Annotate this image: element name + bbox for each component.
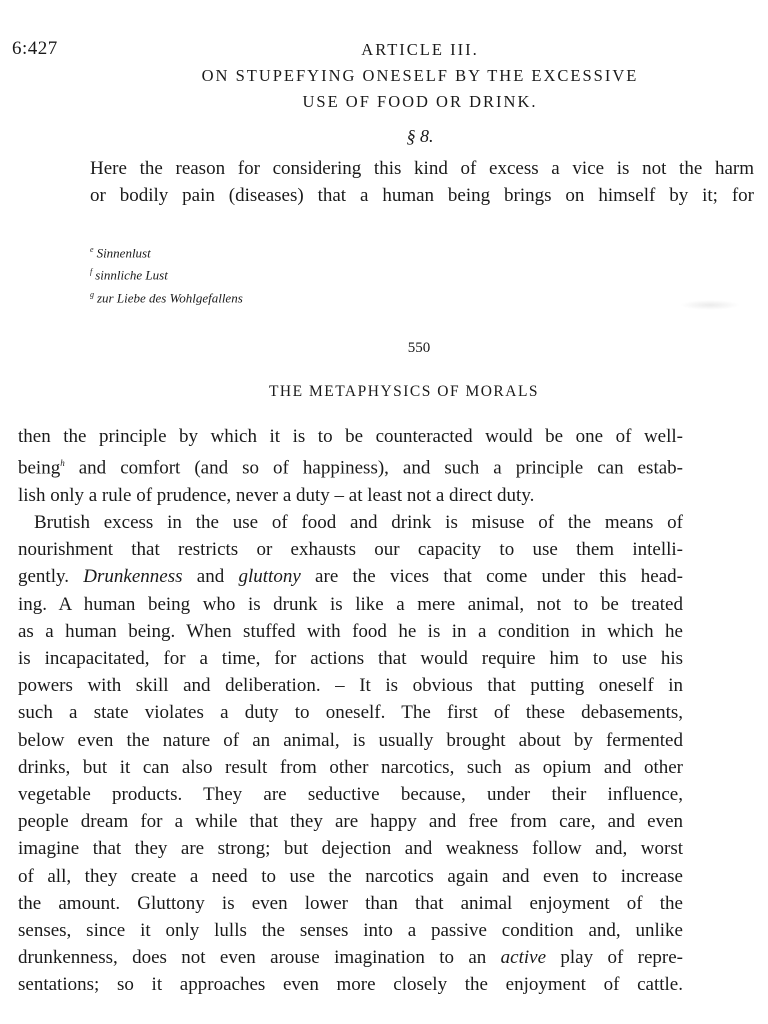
text-line: imagine that they are strong; but dejection and weakness follow and, worst (18, 838, 683, 860)
text-line: senses, since it only lulls the senses into a passive condition and, unlike (18, 919, 683, 941)
text-line: powers with skill and deliberation. – It is obvious that putting oneself in (18, 675, 683, 697)
text-line: of all, they create a need to use the narcotics again and even to increase (18, 865, 683, 887)
opening-paragraph (90, 155, 754, 209)
text-line: Brutish excess in the use of food and drink is misuse of the means of (34, 511, 683, 533)
footnote-text: zur Liebe des Wohlgefallens (97, 289, 243, 305)
text-line: sentations; so it approaches even more closely the enjoyment of cattle. (18, 974, 683, 996)
article-title-line-2: USE OF FOOD OR DRINK. (302, 92, 538, 111)
text-line: drinks, but it can also result from other narcotics, such as opium and other (18, 756, 683, 778)
footnote (90, 262, 243, 284)
text-line: as a human being. When stuffed with food he is in a condition in which he (18, 620, 683, 642)
footnote-marker: h (60, 458, 65, 469)
footnote-marker: f (90, 267, 93, 277)
footnote (90, 240, 243, 262)
text-line: Here the reason for considering this kind of excess a vice is not the harm (90, 158, 754, 179)
text-span: play of repre- (546, 947, 684, 969)
text-line: nourishment that restricts or exhausts our capacity to use them intelli- (18, 539, 683, 561)
footnotes (90, 240, 243, 307)
footnote (90, 285, 243, 307)
text-line (18, 450, 683, 482)
emphasis: active (500, 947, 547, 969)
text-span: are the vices that come under this head- (300, 566, 683, 588)
text-line: lish only a rule of prudence, never a duty – at least not a direct duty. (18, 484, 535, 506)
text-line (18, 944, 683, 971)
running-head: THE METAPHYSICS OF MORALS (268, 383, 540, 400)
article-title-line-1: ON STUPEFYING ONESELF BY THE EXCESSIVE (201, 66, 639, 85)
page-number: 550 (407, 340, 431, 356)
text-line: then the principle by which it is to be counteracted would be one of well- (18, 426, 683, 447)
text-line: people dream for a while that they are happy and free from care, and even (18, 811, 683, 833)
footnote-marker: g (90, 289, 94, 299)
body-text (18, 423, 683, 999)
text-span: drunkenness, does not even arouse imagination to an (18, 947, 501, 969)
text-line: is incapacitated, for a time, for actions that would require him to use his (18, 647, 683, 669)
text-line: vegetable products. They are seductive because, under their influence, (18, 783, 683, 805)
text-line: ing. A human being who is drunk is like a mere animal, not to be treated (18, 593, 683, 615)
section-mark: § 8. (406, 126, 434, 146)
footnote-marker: e (90, 245, 94, 254)
emphasis: Drunkenness (83, 566, 183, 588)
footnote-text: Sinnenlust (96, 245, 151, 261)
text-line: such a state violates a duty to oneself. The first of these debasements, (18, 702, 683, 724)
scan-artifact (680, 300, 740, 310)
margin-reference: 6:427 (12, 38, 58, 59)
emphasis: gluttony (238, 566, 301, 588)
text-span: and comfort (and so of happiness), and such a principle can estab- (64, 457, 683, 479)
text-line: the amount. Gluttony is even lower than that animal enjoyment of the (18, 892, 683, 914)
text-line: or bodily pain (diseases) that a human being brings on himself by it; for (90, 185, 754, 206)
article-heading: ARTICLE III. (361, 40, 479, 59)
text-span: and (182, 566, 239, 588)
text-line: below even the nature of an animal, is usually brought about by fermented (18, 729, 683, 751)
footnote-text: sinnliche Lust (95, 267, 168, 283)
text-line (18, 563, 683, 590)
text-span: gently. (18, 566, 84, 588)
text-span: being (18, 457, 61, 479)
